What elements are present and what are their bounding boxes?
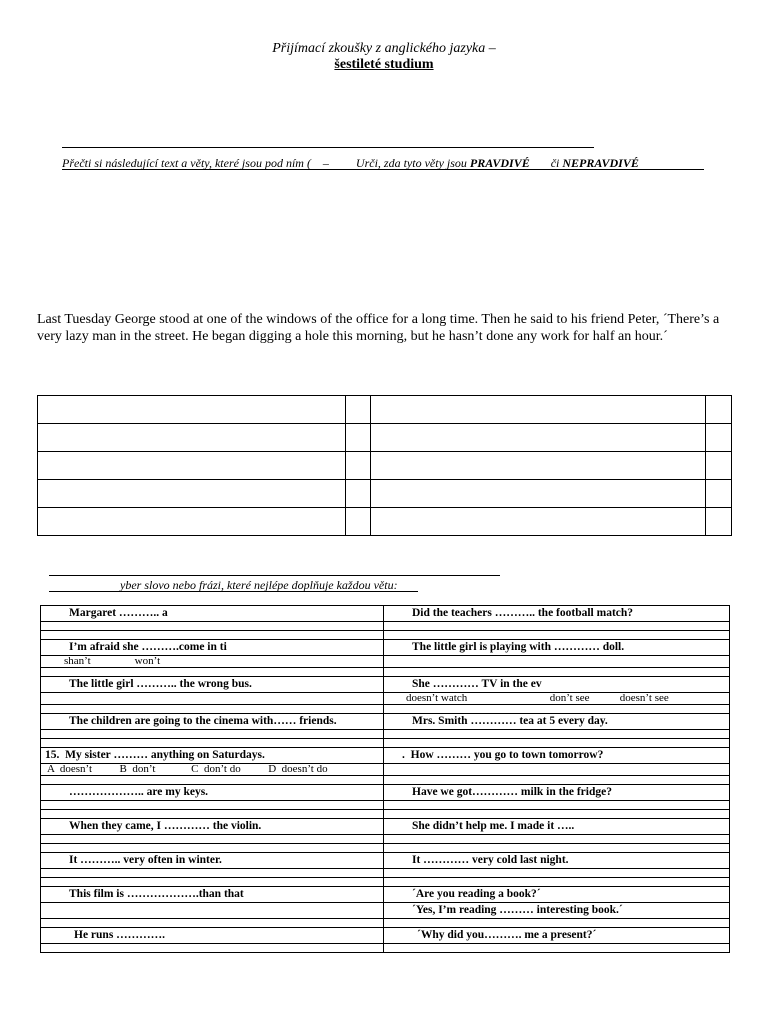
options-cell: shan’t won’t — [41, 656, 384, 668]
question-cell: She ………… TV in the ev — [384, 677, 730, 693]
question-cell: It ………… very cold last night. — [384, 853, 730, 869]
divider-line — [62, 147, 594, 148]
table-row — [41, 844, 730, 853]
table-row — [41, 631, 730, 640]
table-row — [41, 705, 730, 714]
question-cell: Margaret ……….. a — [41, 606, 384, 622]
instruction-underline-2 — [49, 591, 418, 592]
true-word: PRAVDIVÉ — [469, 156, 530, 170]
true-false-table — [37, 395, 732, 536]
instruction-underline — [62, 169, 704, 170]
statement-cell — [371, 452, 706, 480]
questions-table — [40, 605, 730, 953]
question-cell: . How ……… you go to town tomorrow? — [384, 748, 730, 764]
table-row — [41, 764, 730, 776]
question-cell: Have we got………… milk in the fridge? — [384, 785, 730, 801]
table-row — [41, 714, 730, 730]
table-row — [41, 801, 730, 810]
table-row — [41, 656, 730, 668]
answer-cell[interactable] — [346, 424, 371, 452]
question-cell: 15. My sister ……… anything on Saturdays. — [41, 748, 384, 764]
answer-cell[interactable] — [346, 480, 371, 508]
table-row — [41, 677, 730, 693]
statement-cell — [38, 480, 346, 508]
question-cell: ´Yes, I’m reading ……… interesting book.´ — [384, 903, 730, 919]
table-row — [38, 452, 732, 480]
table-row — [41, 928, 730, 944]
table-row — [41, 622, 730, 631]
instruction-text: Přečti si následující text a věty, které jsou pod ním ( – Urči, zda tyto věty jsou — [62, 156, 470, 170]
answer-cell[interactable] — [346, 396, 371, 424]
statement-cell — [38, 452, 346, 480]
table-row — [41, 730, 730, 739]
options-cell: A doesn’t B don’t C don’t do D doesn’t do — [41, 764, 384, 776]
statement-cell — [38, 508, 346, 536]
table-row — [41, 739, 730, 748]
page-subtitle: šestileté studium — [334, 57, 434, 72]
question-cell: When they came, I ………… the violin. — [41, 819, 384, 835]
question-cell: Did the teachers ……….. the football match? — [384, 606, 730, 622]
table-row — [41, 903, 730, 919]
statement-cell — [371, 508, 706, 536]
statement-cell — [38, 396, 346, 424]
statement-cell — [38, 424, 346, 452]
question-cell: Mrs. Smith ………… tea at 5 every day. — [384, 714, 730, 730]
answer-cell[interactable] — [706, 424, 732, 452]
table-row — [38, 424, 732, 452]
divider-line-2 — [49, 575, 500, 576]
table-row — [41, 944, 730, 953]
table-row — [41, 668, 730, 677]
answer-cell[interactable] — [346, 452, 371, 480]
table-row — [41, 819, 730, 835]
question-cell: ´Are you reading a book?´ — [384, 887, 730, 903]
question-cell: I’m afraid she ……….come in ti — [41, 640, 384, 656]
table-row — [38, 480, 732, 508]
question-cell: She didn’t help me. I made it ….. — [384, 819, 730, 835]
answer-cell[interactable] — [706, 480, 732, 508]
answer-cell[interactable] — [706, 508, 732, 536]
table-row — [41, 878, 730, 887]
question-cell: ……………….. are my keys. — [41, 785, 384, 801]
table-row — [41, 693, 730, 705]
table-row — [38, 508, 732, 536]
table-row — [41, 887, 730, 903]
answer-cell[interactable] — [346, 508, 371, 536]
question-cell: It ……….. very often in winter. — [41, 853, 384, 869]
table-row — [41, 748, 730, 764]
table-row — [41, 606, 730, 622]
instruction-choose-word: yber slovo nebo frázi, které nejlépe doplňuje každou větu: — [120, 578, 398, 592]
question-cell: ´Why did you………. me a present?´ — [384, 928, 730, 944]
reading-passage: Last Tuesday George stood at one of the windows of the office for a long time. Then he said to his friend Peter, ´There’s a very lazy man in the street. He began digging a hole this morning, but he hasn’t done any work for half an hour.´ — [37, 312, 720, 344]
table-row — [41, 919, 730, 928]
page-title: Přijímací zkoušky z anglického jazyka – — [272, 41, 496, 56]
table-row — [41, 810, 730, 819]
question-cell: He runs …………. — [41, 928, 384, 944]
statement-cell — [371, 396, 706, 424]
table-row — [41, 835, 730, 844]
question-cell: The little girl ……….. the wrong bus. — [41, 677, 384, 693]
table-row — [41, 640, 730, 656]
question-cell: The little girl is playing with ………… doll. — [384, 640, 730, 656]
question-cell: The children are going to the cinema with…… friends. — [41, 714, 384, 730]
answer-cell[interactable] — [706, 452, 732, 480]
table-row — [41, 785, 730, 801]
table-row — [41, 869, 730, 878]
table-row — [41, 776, 730, 785]
statement-cell — [371, 480, 706, 508]
statement-cell — [371, 424, 706, 452]
table-row — [38, 396, 732, 424]
answer-cell[interactable] — [706, 396, 732, 424]
table-row — [41, 853, 730, 869]
question-cell: This film is ……………….than that — [41, 887, 384, 903]
options-cell: doesn’t watch don’t see doesn’t see — [384, 693, 730, 705]
instruction-text-2: či — [529, 156, 563, 170]
false-word: NEPRAVDIVÉ — [562, 156, 639, 170]
